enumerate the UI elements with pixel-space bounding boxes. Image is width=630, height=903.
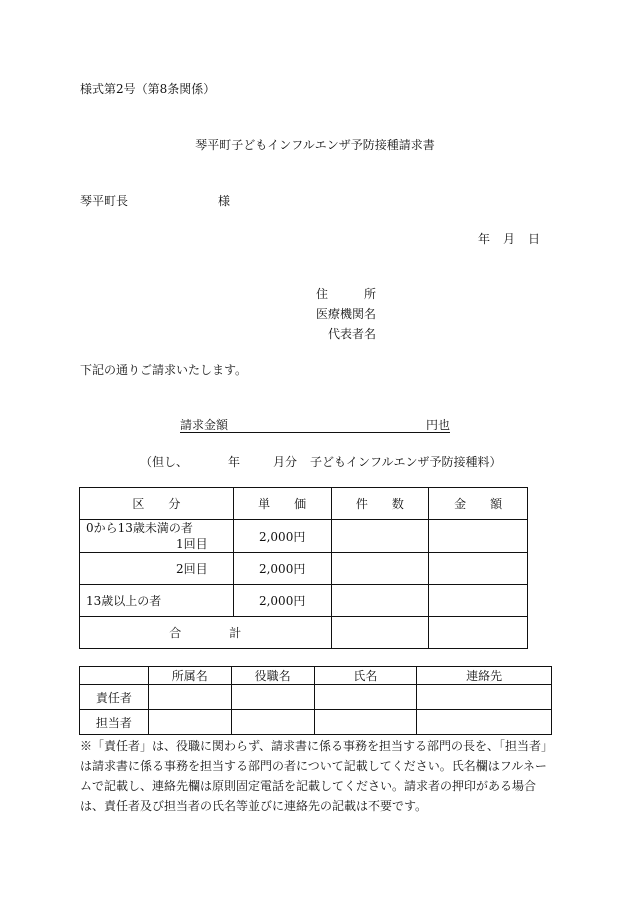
date-day: 日 [528, 232, 541, 246]
department-cell [148, 710, 231, 735]
header-category: 区 分 [80, 488, 234, 520]
contact-table-header [80, 667, 552, 685]
applicant-address-label: 住 所 [316, 287, 377, 301]
contact-table [79, 666, 552, 735]
fee-table-header [80, 488, 528, 520]
addressee-honorific: 様 [218, 194, 231, 208]
header-count: 件 数 [331, 488, 429, 520]
contact-cell [417, 710, 552, 735]
proviso-text: 子どもインフルエンザ予防接種料） [310, 455, 502, 469]
table-row [80, 553, 528, 585]
row-category: 0から13歳未満の者 [86, 521, 193, 535]
applicant-representative-label: 代表者名 [328, 327, 377, 341]
amount-line [180, 416, 450, 433]
name-cell [314, 685, 417, 710]
row-unit-price: 2,000円 [233, 585, 331, 617]
table-row [80, 710, 552, 735]
row-count [331, 585, 429, 617]
proviso-open: （但し、 [140, 455, 189, 469]
department-cell [148, 685, 231, 710]
header-department: 所属名 [148, 667, 231, 685]
row-amount [429, 553, 528, 585]
position-cell [231, 710, 314, 735]
row-amount [429, 520, 528, 553]
addressee-name: 琴平町長 [80, 194, 129, 208]
applicant-institution-label: 医療機関名 [316, 307, 377, 321]
role-label: 担当者 [80, 710, 149, 735]
header-unit-price: 単 価 [233, 488, 331, 520]
header-blank [80, 667, 149, 685]
total-row [80, 617, 528, 649]
header-contact: 連絡先 [417, 667, 552, 685]
row-amount [429, 585, 528, 617]
row-subcategory: 2回目 [80, 553, 234, 585]
row-subcategory: 1回目 [176, 537, 208, 551]
intro-text: 下記の通りご請求いたします。 [80, 363, 248, 377]
footnote: ※「責任者」は、役職に関わらず、請求書に係る事務を担当する部門の長を、「担当者」は請求書に係る事務を担当する部門の者について記載してください。氏名欄はフルネームで記載し、連絡先欄は原則固定電話を記載してください。請求者の押印がある場合は、責任者及び担当者の氏名等並びに連絡先の記載は不要です。 [80, 739, 548, 813]
total-count [331, 617, 429, 649]
table-row [80, 585, 528, 617]
row-count [331, 553, 429, 585]
name-cell [314, 710, 417, 735]
proviso-month: 月分 [273, 455, 298, 469]
fee-table [79, 487, 528, 649]
header-amount: 金 額 [429, 488, 528, 520]
role-label: 責任者 [80, 685, 149, 710]
position-cell [231, 685, 314, 710]
amount-suffix: 円也 [425, 418, 450, 432]
amount-label: 請求金額 [180, 418, 229, 432]
row-count [331, 520, 429, 553]
date-year: 年 [478, 232, 491, 246]
table-row [80, 520, 528, 553]
form-number: 様式第2号（第8条関係） [80, 82, 216, 96]
row-unit-price: 2,000円 [233, 520, 331, 553]
header-name: 氏名 [314, 667, 417, 685]
row-unit-price: 2,000円 [233, 553, 331, 585]
total-label: 合 計 [80, 617, 332, 649]
header-position: 役職名 [231, 667, 314, 685]
proviso-year: 年 [228, 455, 241, 469]
row-category: 13歳以上の者 [80, 585, 234, 617]
date-month: 月 [503, 232, 516, 246]
total-amount [429, 617, 528, 649]
document-title: 琴平町子どもインフルエンザ予防接種請求書 [195, 138, 435, 152]
row-category-cell [80, 520, 234, 553]
table-row [80, 685, 552, 710]
contact-cell [417, 685, 552, 710]
